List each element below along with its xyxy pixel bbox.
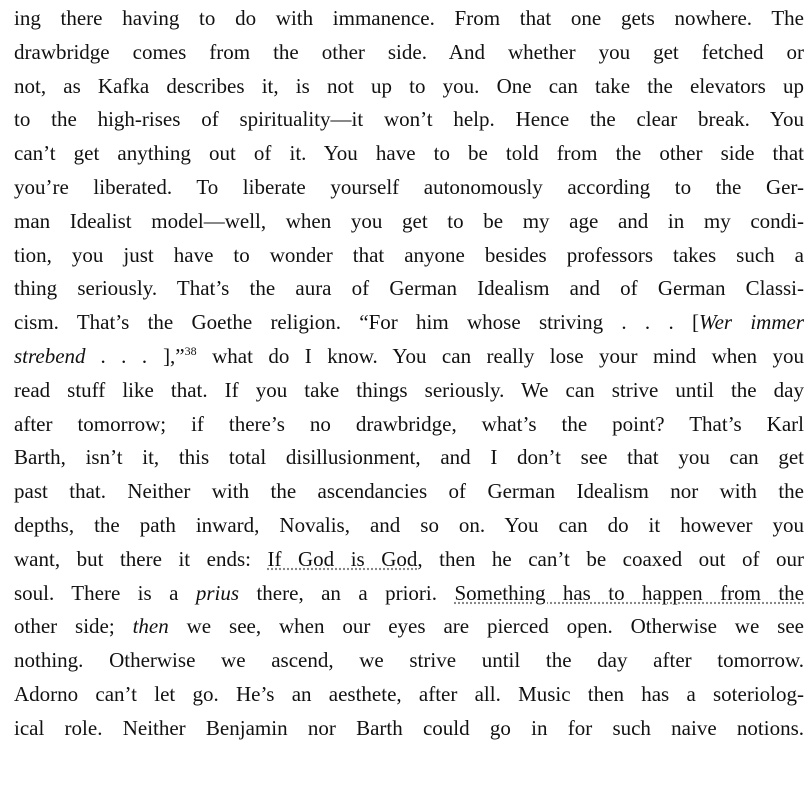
- text-line-13: after tomorrow; if there’s no drawbridge, what’s the point? That’s Karl: [14, 411, 804, 436]
- text-line-19: [14, 610, 804, 644]
- text-line-7: man Idealist model—well, when you get to be my age and in my condi-: [14, 208, 804, 233]
- text-line-11-rest: what do I know. You can really lose your mind when you: [196, 343, 804, 368]
- bracket-close: ],”: [163, 343, 185, 368]
- bracket-open: [: [692, 310, 699, 335]
- text-line-18: [14, 577, 804, 611]
- italic-prius: prius: [195, 580, 240, 605]
- text-line-10-lead: cism. That’s the Goethe religion. “For him whose striving . . .: [14, 310, 692, 335]
- text-line-1: ing there having to do with immanence. From that one gets nowhere. The: [14, 6, 804, 30]
- text-line-19-rest: we see, when our eyes are pierced open. Otherwise we see: [168, 614, 804, 639]
- text-line-3: not, as Kafka describes it, is not up to you. One can take the elevators up: [14, 73, 804, 98]
- text-line-20: nothing. Otherwise we ascend, we strive until the day after tomorrow.: [14, 648, 804, 673]
- text-line-9: thing seriously. That’s the aura of German Idealism and of German Classi-: [14, 276, 804, 301]
- text-line-21: Adorno can’t let go. He’s an aesthete, after all. Music then has a soteriolog-: [14, 681, 804, 706]
- italic-then: then: [132, 614, 169, 639]
- text-line-12: read stuff like that. If you take things seriously. We can strive until the day: [14, 377, 804, 402]
- text-line-16: depths, the path inward, Novalis, and so on. You can do it however you: [14, 512, 804, 537]
- text-line-22: ical role. Neither Benjamin nor Barth could go in for such naive notions.: [14, 715, 804, 740]
- quote-strebend: strebend . . .: [14, 343, 164, 368]
- text-line-17-rest: , then he can’t be coaxed out of our: [417, 546, 805, 571]
- text-line-10: [14, 306, 804, 340]
- quote-wer-immer: Wer immer: [699, 310, 804, 335]
- underlined-phrase-something: Something has to happen from the: [454, 580, 804, 605]
- footnote-marker[interactable]: 38: [184, 343, 197, 358]
- text-line-4: to the high-rises of spirituality—it won’t help. Hence the clear break. You: [14, 107, 804, 132]
- text-line-11: [14, 340, 804, 374]
- text-line-17: [14, 543, 804, 577]
- text-line-18-middle: there, an a priori.: [239, 580, 455, 605]
- text-line-2: drawbridge comes from the other side. And whether you get fetched or: [14, 39, 804, 64]
- text-line-17-lead: want, but there it ends:: [14, 546, 268, 571]
- text-line-15: past that. Neither with the ascendancies of German Idealism nor with the: [14, 479, 804, 504]
- text-line-14: Barth, isn’t it, this total disillusionment, and I don’t see that you can get: [14, 445, 804, 470]
- text-line-5: can’t get anything out of it. You have to be told from the other side that: [14, 141, 804, 166]
- text-line-19-lead: other side;: [14, 614, 133, 639]
- text-line-18-lead: soul. There is a: [14, 580, 196, 605]
- document-page: [14, 2, 804, 746]
- text-line-8: tion, you just have to wonder that anyone besides professors takes such a: [14, 242, 804, 267]
- text-line-6: you’re liberated. To liberate yourself autonomously according to the Ger-: [14, 174, 804, 199]
- underlined-phrase-god: If God is God: [267, 546, 418, 571]
